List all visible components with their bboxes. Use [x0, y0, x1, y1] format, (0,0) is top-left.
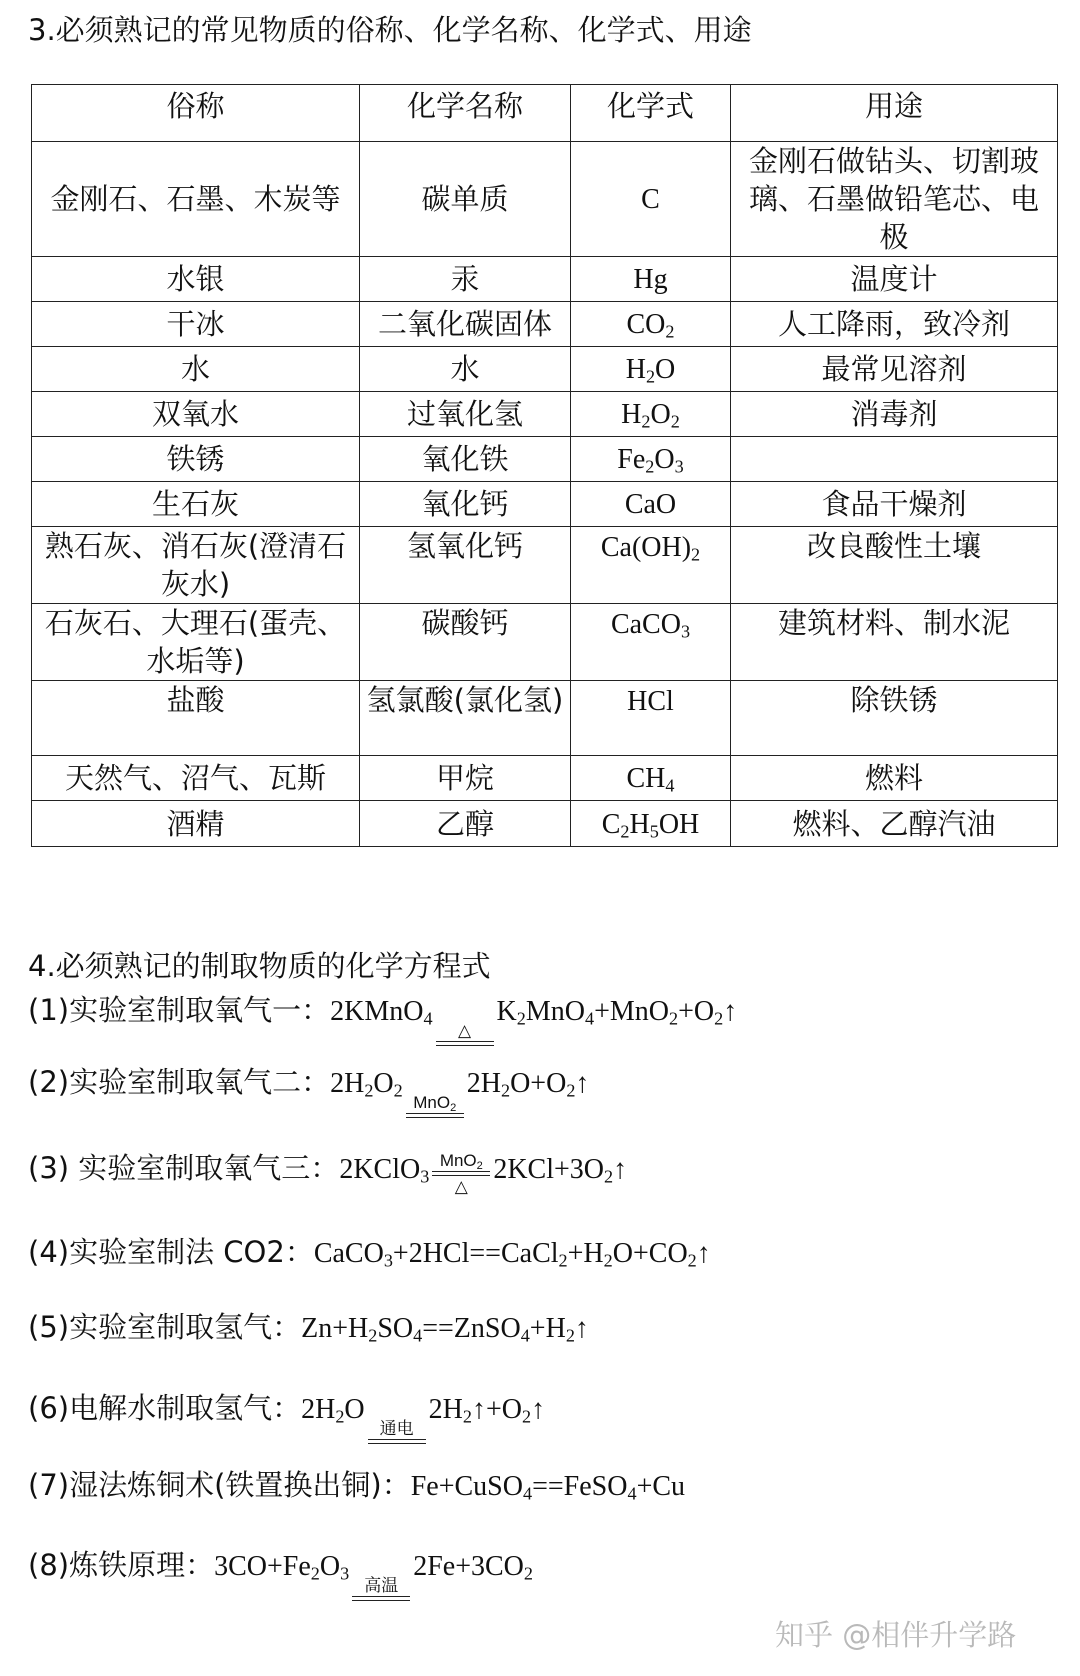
formula-cell-text: C — [641, 184, 660, 215]
use-cell — [731, 142, 1058, 257]
equals-sign: == — [422, 1313, 454, 1344]
common-name-cell — [32, 801, 360, 847]
equation-8 — [28, 1543, 533, 1617]
formula-cell — [571, 482, 731, 527]
condition-above: △ — [457, 1021, 472, 1040]
chemical-name-cell-text: 甲烷 — [435, 761, 494, 795]
equation-reactants: $3CO+Fe_2O_3$ — [214, 1551, 350, 1584]
common-name-cell-text: 盐酸 — [166, 683, 225, 717]
chemical-name-cell-text: 氧化铁 — [421, 442, 509, 476]
formula-cell-text: $C_2H_5OH$ — [601, 808, 700, 842]
condition-above: 高温 — [364, 1576, 399, 1595]
common-name-cell — [32, 142, 360, 257]
equation-5 — [28, 1305, 589, 1346]
equation-products: $ZnSO_4+H_2↑$ — [453, 1313, 589, 1346]
substance-table — [31, 84, 1058, 847]
use-cell-text: 燃料 — [864, 761, 923, 795]
formula-cell-text: HCl — [627, 686, 674, 717]
common-name-cell-text: 干冰 — [166, 307, 225, 341]
common-name-cell-text: 水银 — [166, 262, 225, 296]
equation-7 — [28, 1463, 685, 1504]
equation-3 — [28, 1146, 627, 1195]
use-cell-text: 燃料、乙醇汽油 — [792, 806, 996, 841]
equation-4 — [28, 1230, 711, 1271]
equation-label: (1)实验室制取氧气一： — [28, 993, 331, 1027]
chemical-name-cell-text: 水 — [450, 352, 480, 386]
condition-above: 通电 — [379, 1419, 414, 1438]
use-cell — [731, 437, 1058, 482]
table-row — [32, 302, 1058, 347]
common-name-cell — [32, 347, 360, 392]
chemical-name-cell-text: 碳酸钙 — [421, 606, 509, 640]
common-name-cell — [32, 392, 360, 437]
equation-reactants: CaCO$_3$+2HCl — [313, 1238, 470, 1271]
chemical-name-cell-text: 过氧化氢 — [406, 397, 523, 431]
common-name-cell — [32, 482, 360, 527]
common-name-cell-text: 金刚石、石墨、木炭等 — [50, 182, 341, 216]
equation-label: (3) 实验室制取氧气三： — [28, 1151, 340, 1185]
chemical-name-cell — [360, 482, 571, 527]
use-cell — [731, 302, 1058, 347]
chemical-name-cell-text: 氢氯酸(氯化氢) — [366, 683, 564, 717]
header-formula: 化学式 — [571, 85, 731, 142]
formula-cell — [571, 681, 731, 756]
formula-cell — [571, 801, 731, 847]
condition-below — [406, 1118, 464, 1134]
formula-cell — [571, 756, 731, 801]
reaction-condition — [432, 1152, 490, 1195]
condition-below — [368, 1444, 426, 1460]
formula-cell — [571, 604, 731, 681]
equation-reactants: $2H_2O$ — [301, 1394, 365, 1427]
equation-reactants: 2KClO$_3$ — [339, 1154, 430, 1187]
table-row — [32, 392, 1058, 437]
common-name-cell-text: 熟石灰、消石灰(澄清石灰水) — [44, 529, 347, 601]
use-cell — [731, 482, 1058, 527]
condition-above: MnO$_2$ — [413, 1093, 457, 1114]
equation-1 — [28, 988, 737, 1062]
chemical-name-cell — [360, 681, 571, 756]
chemical-name-cell — [360, 527, 571, 604]
table-row — [32, 681, 1058, 756]
formula-cell — [571, 527, 731, 604]
equation-label: (6)电解水制取氢气： — [28, 1391, 302, 1425]
formula-cell-text: CaCO$_3$ — [610, 609, 691, 642]
formula-cell-text: CaO — [624, 489, 677, 520]
equation-reactants: $2H_2O_2$ — [330, 1068, 403, 1101]
use-cell-text: 建筑材料、制水泥 — [777, 606, 1010, 640]
common-name-cell — [32, 756, 360, 801]
common-name-cell — [32, 257, 360, 302]
formula-cell-text: $CO_2$ — [626, 309, 675, 342]
common-name-cell-text: 天然气、沼气、瓦斯 — [64, 761, 326, 795]
common-name-cell-text: 双氧水 — [151, 397, 239, 431]
use-cell-text: 除铁锈 — [850, 683, 938, 717]
chemical-name-cell — [360, 604, 571, 681]
chemical-name-cell — [360, 756, 571, 801]
equation-label: (8)炼铁原理： — [28, 1548, 215, 1582]
chemical-name-cell-text: 氢氧化钙 — [406, 529, 523, 563]
use-cell-text: 改良酸性土壤 — [806, 529, 981, 563]
equation-label: (2)实验室制取氧气二： — [28, 1065, 331, 1099]
table-row — [32, 527, 1058, 604]
chemical-name-cell-text: 氧化钙 — [421, 487, 509, 521]
equation-products: FeSO$_4$+Cu — [563, 1471, 686, 1504]
equation-reactants: 2KMnO$_4$ — [330, 996, 433, 1029]
table-row — [32, 604, 1058, 681]
table-row — [32, 482, 1058, 527]
equation-label: (5)实验室制取氢气： — [28, 1310, 302, 1344]
use-cell — [731, 347, 1058, 392]
reaction-condition — [368, 1420, 426, 1460]
formula-cell — [571, 347, 731, 392]
formula-cell — [571, 257, 731, 302]
chemical-name-cell — [360, 437, 571, 482]
equation-products: $K_2MnO_4+MnO_2+O_2↑$ — [496, 996, 738, 1029]
formula-cell-text: Hg — [633, 264, 668, 295]
header-common-name: 俗称 — [32, 85, 360, 142]
equation-6 — [28, 1386, 545, 1460]
use-cell-text: 最常见溶剂 — [821, 352, 967, 386]
common-name-cell — [32, 302, 360, 347]
common-name-cell — [32, 437, 360, 482]
equation-label: (4)实验室制法 CO2： — [28, 1235, 314, 1269]
use-cell — [731, 756, 1058, 801]
use-cell-text: 温度计 — [850, 262, 938, 296]
use-cell — [731, 527, 1058, 604]
chemical-name-cell — [360, 392, 571, 437]
equation-reactants: Fe+CuSO$_4$ — [410, 1471, 533, 1504]
equation-reactants: $Zn+H_2SO_4$ — [301, 1313, 423, 1346]
common-name-cell-text: 酒精 — [166, 806, 225, 841]
common-name-cell — [32, 527, 360, 604]
watermark: 知乎 @相伴升学路 — [775, 1618, 1017, 1652]
use-cell — [731, 681, 1058, 756]
equation-products: $2H_2↑+O_2↑$ — [428, 1394, 546, 1427]
equals-sign: == — [469, 1238, 501, 1269]
common-name-cell — [32, 604, 360, 681]
formula-cell-text: $Fe_2O_3$ — [617, 444, 684, 477]
use-cell — [731, 257, 1058, 302]
equation-products: $2Fe+3CO_2$ — [413, 1551, 533, 1584]
formula-cell — [571, 142, 731, 257]
table-row — [32, 257, 1058, 302]
condition-below: △ — [454, 1177, 468, 1196]
use-cell-text: 人工降雨，致冷剂 — [777, 307, 1010, 341]
common-name-cell — [32, 681, 360, 756]
chemical-name-cell — [360, 302, 571, 347]
table-row — [32, 801, 1058, 847]
header-use: 用途 — [731, 85, 1058, 142]
table-row — [32, 437, 1058, 482]
use-cell — [731, 604, 1058, 681]
reaction-condition — [436, 1022, 494, 1062]
common-name-cell-text: 水 — [180, 352, 210, 386]
formula-cell-text: $CH_4$ — [626, 763, 675, 796]
use-cell — [731, 392, 1058, 437]
formula-cell — [571, 302, 731, 347]
equation-label: (7)湿法炼铜术(铁置换出铜)： — [28, 1468, 411, 1502]
reaction-condition — [406, 1094, 464, 1134]
formula-cell-text: $H_2O$ — [625, 354, 676, 387]
use-cell — [731, 801, 1058, 847]
reaction-condition — [352, 1577, 410, 1617]
table-row — [32, 756, 1058, 801]
section-3-title: 3.必须熟记的常见物质的俗称、化学名称、化学式、用途 — [28, 13, 752, 47]
chemical-name-cell — [360, 347, 571, 392]
chemical-name-cell — [360, 142, 571, 257]
use-cell-text: 金刚石做钻头、切割玻璃、石墨做铅笔芯、电极 — [748, 144, 1039, 254]
common-name-cell-text: 生石灰 — [151, 487, 239, 521]
equals-sign: == — [532, 1471, 564, 1502]
use-cell-text: 消毒剂 — [850, 397, 938, 431]
equation-products: $2H_2O+O_2↑$ — [466, 1068, 590, 1101]
header-chemical-name: 化学名称 — [360, 85, 571, 142]
chemical-name-cell — [360, 801, 571, 847]
condition-below — [352, 1601, 410, 1617]
common-name-cell-text: 石灰石、大理石(蛋壳、水垢等) — [44, 606, 347, 678]
use-cell-text: 食品干燥剂 — [821, 487, 967, 521]
chemical-name-cell-text: 碳单质 — [421, 182, 509, 216]
formula-cell-text: $Ca(OH)_2$ — [600, 532, 701, 565]
formula-cell — [571, 392, 731, 437]
equation-2 — [28, 1060, 589, 1134]
table-row — [32, 142, 1058, 257]
formula-cell-text: $H_2O_2$ — [621, 399, 680, 432]
equation-products: $CaCl_2+H_2O+CO_2↑$ — [500, 1238, 711, 1271]
chemical-name-cell-text: 汞 — [450, 262, 480, 296]
table-row — [32, 347, 1058, 392]
condition-above: MnO$_2$ — [439, 1151, 483, 1172]
chemical-name-cell-text: 乙醇 — [435, 806, 494, 841]
equation-products: $2KCl+3O_2↑$ — [493, 1154, 628, 1187]
formula-cell — [571, 437, 731, 482]
chemical-name-cell — [360, 257, 571, 302]
common-name-cell-text: 铁锈 — [166, 442, 225, 476]
chemical-name-cell-text: 二氧化碳固体 — [377, 307, 552, 341]
section-4-title: 4.必须熟记的制取物质的化学方程式 — [28, 949, 491, 983]
